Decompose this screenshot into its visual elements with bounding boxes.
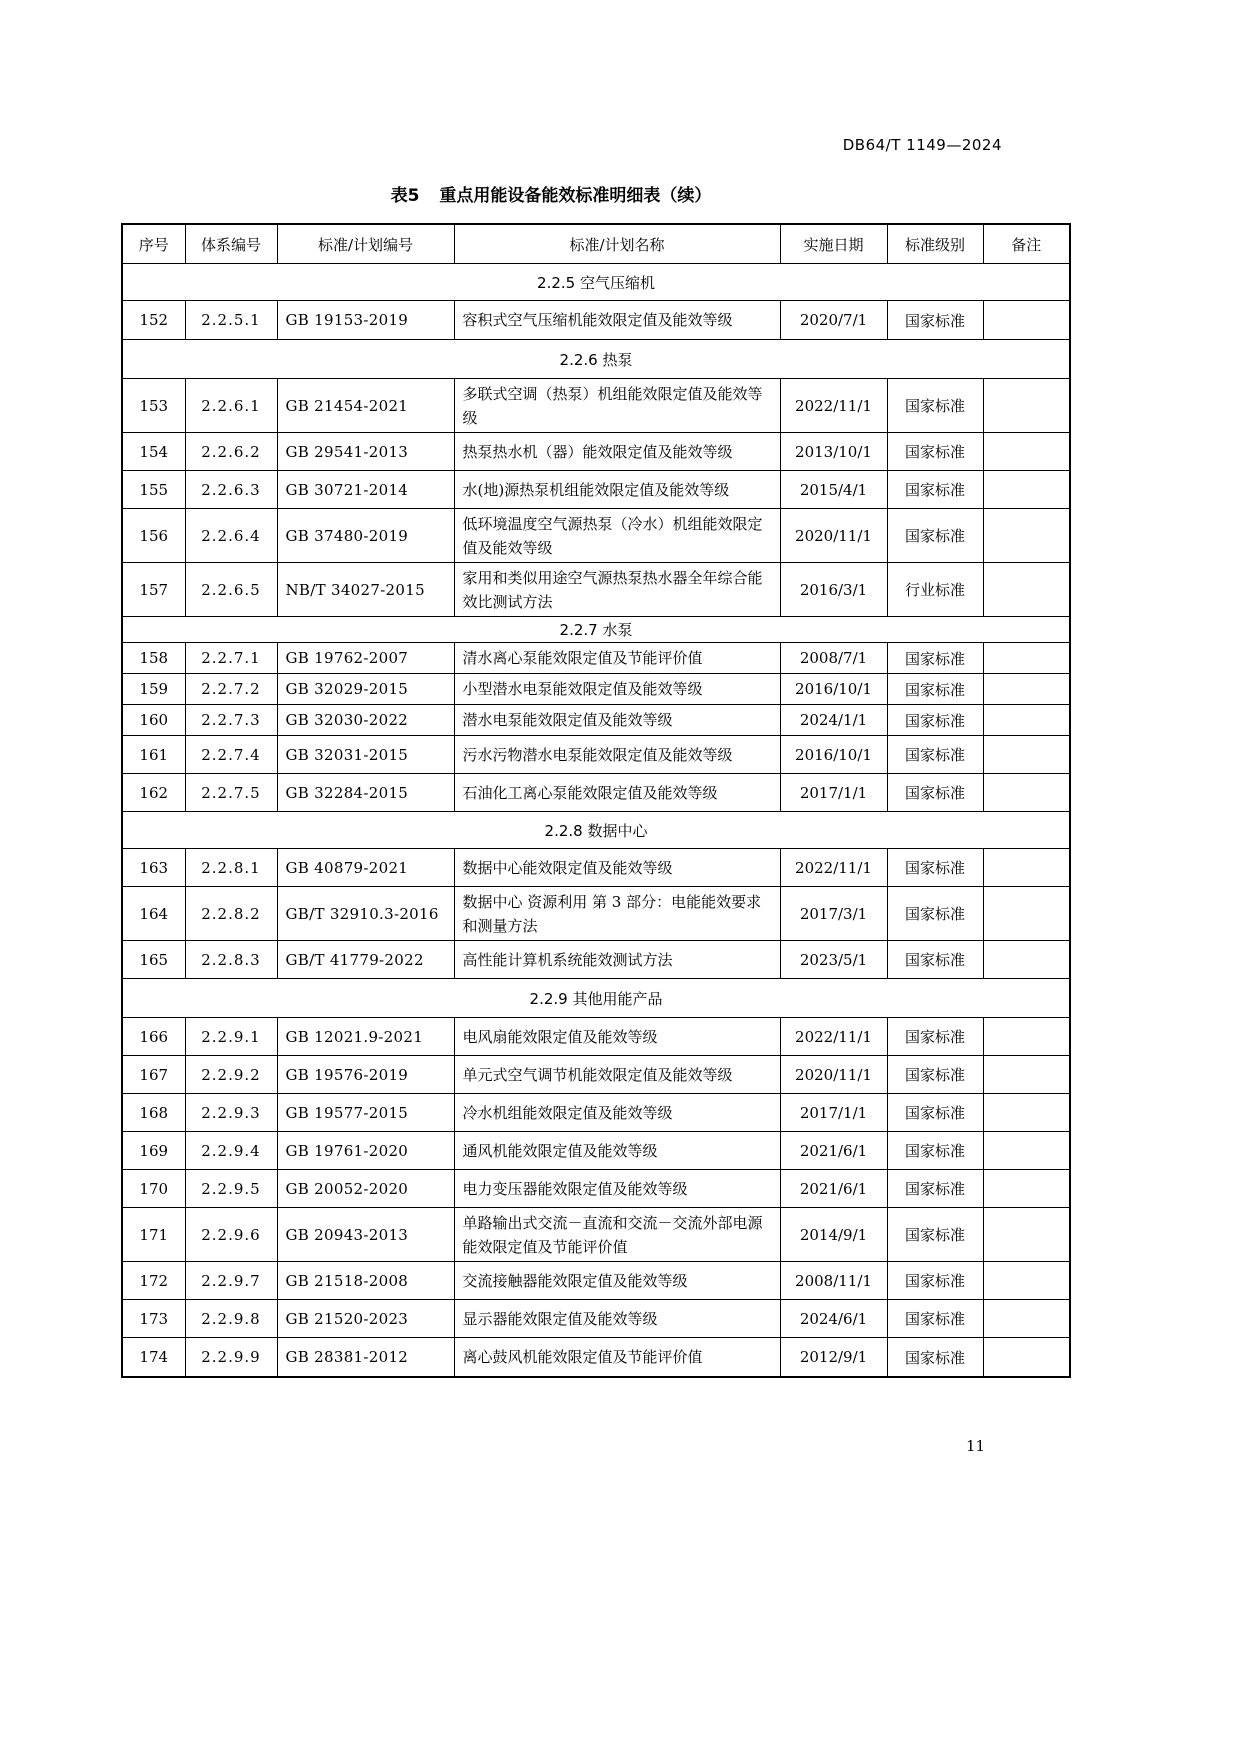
cell-std-name: 冷水机组能效限定值及能效等级 (454, 1094, 780, 1132)
table-row (122, 1262, 1070, 1300)
section-heading: 2.2.8 数据中心 (122, 812, 1070, 849)
cell-sys-code: 2.2.6.5 (185, 563, 277, 617)
cell-note (983, 674, 1070, 705)
cell-note (983, 1056, 1070, 1094)
table-row (122, 1338, 1070, 1378)
cell-level: 国家标准 (887, 433, 983, 471)
cell-note (983, 1338, 1070, 1378)
cell-note (983, 887, 1070, 941)
cell-note (983, 509, 1070, 563)
section-row (122, 264, 1070, 301)
table-header-row (122, 224, 1070, 264)
cell-std-name: 污水污物潜水电泵能效限定值及能效等级 (454, 736, 780, 774)
cell-level: 国家标准 (887, 1208, 983, 1262)
cell-seq: 157 (122, 563, 185, 617)
cell-sys-code: 2.2.9.5 (185, 1170, 277, 1208)
table-row (122, 643, 1070, 674)
cell-std-name: 家用和类似用途空气源热泵热水器全年综合能效比测试方法 (454, 563, 780, 617)
cell-note (983, 1208, 1070, 1262)
cell-level: 国家标准 (887, 1094, 983, 1132)
cell-date: 2013/10/1 (780, 433, 887, 471)
cell-date: 2016/10/1 (780, 736, 887, 774)
cell-sys-code: 2.2.7.1 (185, 643, 277, 674)
cell-seq: 171 (122, 1208, 185, 1262)
cell-std-code: GB 32284-2015 (277, 774, 454, 812)
cell-seq: 164 (122, 887, 185, 941)
section-row (122, 617, 1070, 643)
cell-sys-code: 2.2.6.1 (185, 379, 277, 433)
table-title (0, 181, 1102, 206)
cell-date: 2023/5/1 (780, 941, 887, 979)
cell-seq: 172 (122, 1262, 185, 1300)
cell-note (983, 563, 1070, 617)
cell-std-name: 数据中心 资源利用 第 3 部分：电能能效要求和测量方法 (454, 887, 780, 941)
cell-std-name: 电风扇能效限定值及能效等级 (454, 1018, 780, 1056)
col-header-seq: 序号 (122, 224, 185, 264)
cell-seq: 160 (122, 705, 185, 736)
cell-date: 2020/7/1 (780, 301, 887, 340)
cell-std-code: GB 20943-2013 (277, 1208, 454, 1262)
cell-level: 国家标准 (887, 849, 983, 887)
cell-note (983, 1262, 1070, 1300)
table-row (122, 1094, 1070, 1132)
table-row (122, 941, 1070, 979)
cell-sys-code: 2.2.6.4 (185, 509, 277, 563)
cell-std-code: GB 32029-2015 (277, 674, 454, 705)
table-row (122, 1132, 1070, 1170)
cell-level: 国家标准 (887, 471, 983, 509)
table-row (122, 849, 1070, 887)
cell-std-code: GB 21518-2008 (277, 1262, 454, 1300)
cell-note (983, 1132, 1070, 1170)
cell-seq: 173 (122, 1300, 185, 1338)
cell-date: 2020/11/1 (780, 509, 887, 563)
cell-sys-code: 2.2.6.2 (185, 433, 277, 471)
cell-std-name: 离心鼓风机能效限定值及节能评价值 (454, 1338, 780, 1378)
cell-date: 2008/11/1 (780, 1262, 887, 1300)
cell-date: 2024/6/1 (780, 1300, 887, 1338)
cell-std-code: GB 19576-2019 (277, 1056, 454, 1094)
cell-seq: 167 (122, 1056, 185, 1094)
cell-date: 2008/7/1 (780, 643, 887, 674)
cell-seq: 169 (122, 1132, 185, 1170)
table-row (122, 509, 1070, 563)
cell-std-code: GB 19153-2019 (277, 301, 454, 340)
cell-std-name: 容积式空气压缩机能效限定值及能效等级 (454, 301, 780, 340)
cell-level: 国家标准 (887, 674, 983, 705)
table-body (122, 264, 1070, 1378)
cell-std-name: 热泵热水机（器）能效限定值及能效等级 (454, 433, 780, 471)
cell-level: 国家标准 (887, 379, 983, 433)
cell-date: 2017/1/1 (780, 1094, 887, 1132)
cell-note (983, 379, 1070, 433)
cell-std-name: 水(地)源热泵机组能效限定值及能效等级 (454, 471, 780, 509)
cell-std-name: 交流接触器能效限定值及能效等级 (454, 1262, 780, 1300)
cell-note (983, 433, 1070, 471)
cell-level: 国家标准 (887, 1262, 983, 1300)
cell-std-code: GB 19577-2015 (277, 1094, 454, 1132)
cell-std-code: GB 32031-2015 (277, 736, 454, 774)
table-number: 表5 (390, 186, 420, 206)
cell-sys-code: 2.2.7.4 (185, 736, 277, 774)
cell-std-name: 单元式空气调节机能效限定值及能效等级 (454, 1056, 780, 1094)
cell-seq: 159 (122, 674, 185, 705)
cell-date: 2022/11/1 (780, 379, 887, 433)
cell-level: 国家标准 (887, 887, 983, 941)
cell-std-code: GB 28381-2012 (277, 1338, 454, 1378)
cell-date: 2022/11/1 (780, 1018, 887, 1056)
cell-date: 2017/3/1 (780, 887, 887, 941)
cell-std-name: 潜水电泵能效限定值及能效等级 (454, 705, 780, 736)
section-row (122, 340, 1070, 379)
cell-level: 行业标准 (887, 563, 983, 617)
col-header-code: 标准/计划编号 (277, 224, 454, 264)
cell-std-name: 电力变压器能效限定值及能效等级 (454, 1170, 780, 1208)
section-heading: 2.2.5 空气压缩机 (122, 264, 1070, 301)
cell-note (983, 1300, 1070, 1338)
cell-seq: 163 (122, 849, 185, 887)
cell-sys-code: 2.2.9.6 (185, 1208, 277, 1262)
cell-seq: 162 (122, 774, 185, 812)
col-header-sys: 体系编号 (185, 224, 277, 264)
cell-note (983, 471, 1070, 509)
cell-std-name: 高性能计算机系统能效测试方法 (454, 941, 780, 979)
cell-date: 2020/11/1 (780, 1056, 887, 1094)
cell-std-code: GB/T 41779-2022 (277, 941, 454, 979)
cell-level: 国家标准 (887, 509, 983, 563)
cell-seq: 158 (122, 643, 185, 674)
cell-level: 国家标准 (887, 705, 983, 736)
cell-note (983, 705, 1070, 736)
cell-note (983, 301, 1070, 340)
cell-date: 2021/6/1 (780, 1132, 887, 1170)
cell-date: 2016/3/1 (780, 563, 887, 617)
document-code: DB64/T 1149—2024 (842, 136, 1002, 154)
cell-sys-code: 2.2.9.3 (185, 1094, 277, 1132)
cell-level: 国家标准 (887, 736, 983, 774)
cell-seq: 161 (122, 736, 185, 774)
cell-level: 国家标准 (887, 301, 983, 340)
cell-date: 2016/10/1 (780, 674, 887, 705)
cell-std-code: NB/T 34027-2015 (277, 563, 454, 617)
cell-seq: 155 (122, 471, 185, 509)
cell-seq: 168 (122, 1094, 185, 1132)
cell-sys-code: 2.2.6.3 (185, 471, 277, 509)
cell-sys-code: 2.2.7.2 (185, 674, 277, 705)
section-heading: 2.2.7 水泵 (122, 617, 1070, 643)
table-row (122, 1018, 1070, 1056)
cell-seq: 170 (122, 1170, 185, 1208)
table-row (122, 705, 1070, 736)
table-row (122, 379, 1070, 433)
standards-table (121, 223, 1071, 1378)
cell-seq: 166 (122, 1018, 185, 1056)
cell-level: 国家标准 (887, 643, 983, 674)
cell-date: 2024/1/1 (780, 705, 887, 736)
cell-seq: 154 (122, 433, 185, 471)
table-row (122, 433, 1070, 471)
cell-sys-code: 2.2.9.8 (185, 1300, 277, 1338)
table-row (122, 471, 1070, 509)
col-header-note: 备注 (983, 224, 1070, 264)
col-header-level: 标准级别 (887, 224, 983, 264)
cell-std-name: 清水离心泵能效限定值及节能评价值 (454, 643, 780, 674)
cell-sys-code: 2.2.5.1 (185, 301, 277, 340)
cell-note (983, 643, 1070, 674)
section-heading: 2.2.9 其他用能产品 (122, 979, 1070, 1018)
cell-sys-code: 2.2.9.2 (185, 1056, 277, 1094)
cell-date: 2021/6/1 (780, 1170, 887, 1208)
cell-date: 2012/9/1 (780, 1338, 887, 1378)
cell-std-name: 多联式空调（热泵）机组能效限定值及能效等级 (454, 379, 780, 433)
cell-std-code: GB 29541-2013 (277, 433, 454, 471)
cell-date: 2017/1/1 (780, 774, 887, 812)
cell-std-code: GB 40879-2021 (277, 849, 454, 887)
cell-sys-code: 2.2.7.3 (185, 705, 277, 736)
cell-date: 2014/9/1 (780, 1208, 887, 1262)
cell-level: 国家标准 (887, 1018, 983, 1056)
cell-note (983, 736, 1070, 774)
cell-sys-code: 2.2.9.4 (185, 1132, 277, 1170)
cell-std-name: 数据中心能效限定值及能效等级 (454, 849, 780, 887)
col-header-date: 实施日期 (780, 224, 887, 264)
cell-level: 国家标准 (887, 1132, 983, 1170)
cell-note (983, 849, 1070, 887)
cell-std-name: 单路输出式交流－直流和交流－交流外部电源能效限定值及节能评价值 (454, 1208, 780, 1262)
cell-note (983, 774, 1070, 812)
cell-std-code: GB/T 32910.3-2016 (277, 887, 454, 941)
cell-level: 国家标准 (887, 1170, 983, 1208)
cell-std-code: GB 32030-2022 (277, 705, 454, 736)
cell-std-code: GB 21454-2021 (277, 379, 454, 433)
cell-std-code: GB 37480-2019 (277, 509, 454, 563)
cell-date: 2022/11/1 (780, 849, 887, 887)
page-number: 11 (966, 1437, 986, 1455)
cell-note (983, 1094, 1070, 1132)
cell-std-name: 石油化工离心泵能效限定值及能效等级 (454, 774, 780, 812)
cell-seq: 156 (122, 509, 185, 563)
section-row (122, 979, 1070, 1018)
table-row (122, 1300, 1070, 1338)
table-row (122, 1208, 1070, 1262)
cell-seq: 174 (122, 1338, 185, 1378)
cell-level: 国家标准 (887, 1300, 983, 1338)
cell-sys-code: 2.2.9.1 (185, 1018, 277, 1056)
cell-sys-code: 2.2.8.2 (185, 887, 277, 941)
cell-std-code: GB 12021.9-2021 (277, 1018, 454, 1056)
cell-seq: 153 (122, 379, 185, 433)
cell-sys-code: 2.2.8.1 (185, 849, 277, 887)
cell-std-name: 显示器能效限定值及能效等级 (454, 1300, 780, 1338)
cell-level: 国家标准 (887, 1338, 983, 1378)
table-title-text: 重点用能设备能效标准明细表（续） (439, 186, 712, 206)
cell-std-name: 小型潜水电泵能效限定值及能效等级 (454, 674, 780, 705)
cell-note (983, 1018, 1070, 1056)
table-row (122, 774, 1070, 812)
section-heading: 2.2.6 热泵 (122, 340, 1070, 379)
section-row (122, 812, 1070, 849)
cell-std-name: 低环境温度空气源热泵（冷水）机组能效限定值及能效等级 (454, 509, 780, 563)
cell-std-code: GB 30721-2014 (277, 471, 454, 509)
cell-note (983, 941, 1070, 979)
cell-std-code: GB 21520-2023 (277, 1300, 454, 1338)
cell-sys-code: 2.2.9.9 (185, 1338, 277, 1378)
cell-date: 2015/4/1 (780, 471, 887, 509)
table-row (122, 1056, 1070, 1094)
table-row (122, 1170, 1070, 1208)
table-row (122, 563, 1070, 617)
cell-sys-code: 2.2.9.7 (185, 1262, 277, 1300)
cell-std-code: GB 20052-2020 (277, 1170, 454, 1208)
cell-std-code: GB 19762-2007 (277, 643, 454, 674)
cell-level: 国家标准 (887, 774, 983, 812)
cell-sys-code: 2.2.8.3 (185, 941, 277, 979)
cell-seq: 152 (122, 301, 185, 340)
cell-seq: 165 (122, 941, 185, 979)
table-row (122, 736, 1070, 774)
table-row (122, 887, 1070, 941)
cell-level: 国家标准 (887, 941, 983, 979)
cell-note (983, 1170, 1070, 1208)
table-row (122, 674, 1070, 705)
table-row (122, 301, 1070, 340)
col-header-name: 标准/计划名称 (454, 224, 780, 264)
cell-std-name: 通风机能效限定值及能效等级 (454, 1132, 780, 1170)
cell-sys-code: 2.2.7.5 (185, 774, 277, 812)
cell-level: 国家标准 (887, 1056, 983, 1094)
cell-std-code: GB 19761-2020 (277, 1132, 454, 1170)
